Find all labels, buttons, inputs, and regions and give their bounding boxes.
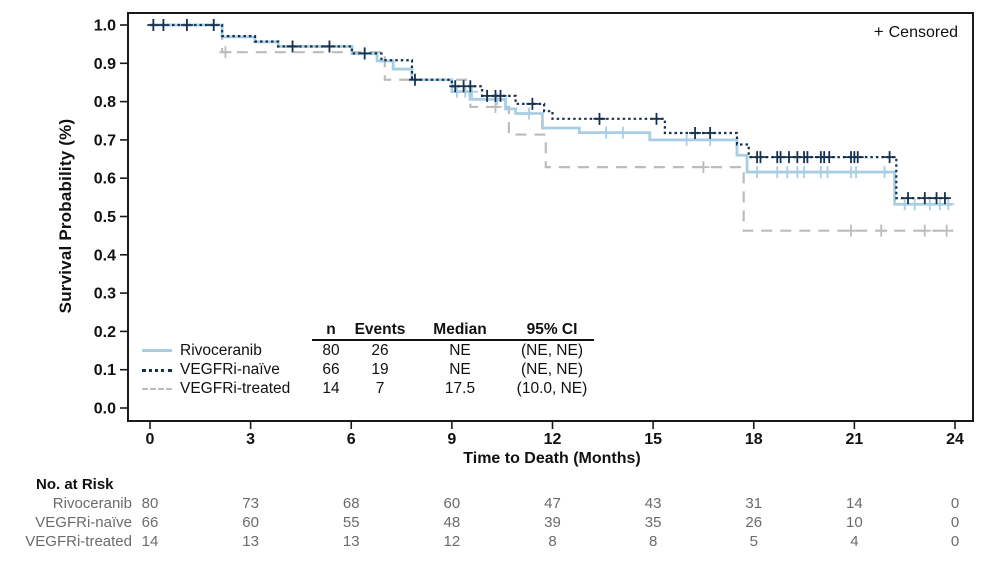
legend-header-events: Events [350,320,410,341]
y-tick-label: 0.4 [93,247,116,265]
risk-count: 66 [141,514,159,531]
legend-events-vegfri-treated: 7 [375,380,385,397]
x-axis-label: Time to Death (Months) [463,450,641,467]
legend-n-vegfri-treated: 14 [322,380,340,397]
x-tick-label: 0 [145,431,155,448]
risk-count: 4 [850,533,859,550]
legend-header-spacer [176,320,312,341]
risk-count: 47 [544,495,561,512]
x-tick-label: 21 [845,431,864,448]
censor-marks-rivoceranib [147,19,954,210]
y-tick-label: 0.9 [93,55,116,73]
x-tick-label: 3 [246,431,256,448]
legend-swatch-vegfri-naive [142,360,176,379]
risk-count: 26 [745,514,763,531]
risk-row-label-rivoceranib: Rivoceranib [52,495,132,512]
y-tick-label: 0.5 [93,209,116,226]
risk-count: 8 [648,533,658,550]
risk-count: 14 [141,533,159,550]
legend-ci-vegfri-treated: (10.0, NE) [516,380,588,397]
risk-count: 14 [846,495,863,512]
legend-ci-rivoceranib: (NE, NE) [521,342,583,359]
risk-count: 5 [749,533,758,550]
risk-row-label-vegfri-treated: VEGFRi-treated [25,533,132,550]
legend-n-rivoceranib: 80 [322,342,340,359]
y-tick-label: 0.6 [93,170,116,188]
dotted-line-swatch [142,369,172,372]
risk-table-title: No. at Risk [36,476,114,493]
risk-count: 0 [950,514,960,531]
risk-count: 55 [342,514,360,531]
x-tick-label: 18 [744,431,763,448]
risk-count: 68 [342,495,360,512]
legend-header-median: Median [410,320,510,341]
risk-row-label-vegfri-naive: VEGFRi-naïve [35,514,132,531]
x-tick-label: 12 [543,431,562,448]
legend-header-ci: 95% CI [510,320,594,341]
legend-median-vegfri-naive: NE [449,361,471,378]
risk-count: 8 [548,533,557,550]
censored-label: Censored [888,24,958,41]
y-axis-label: Survival Probability (%) [56,118,75,314]
x-tick-label: 24 [946,431,964,448]
y-tick-label: 0.0 [93,400,116,418]
legend-median-rivoceranib: NE [449,342,471,359]
legend-n-vegfri-naive: 66 [322,361,340,378]
y-tick-label: 1.0 [93,17,116,35]
legend-label-vegfri-treated: VEGFRi-treated [180,380,291,397]
censored-plus-icon: + [873,22,884,41]
y-tick-label: 0.7 [93,132,116,150]
x-tick-label: 6 [346,431,356,448]
risk-count: 13 [342,533,360,550]
legend-swatch-vegfri-treated [142,379,176,398]
legend-ci-vegfri-naive: (NE, NE) [521,361,583,378]
y-tick-label: 0.8 [93,94,116,112]
risk-count: 31 [745,495,763,512]
y-tick-label: 0.2 [93,323,116,341]
risk-count: 12 [443,533,461,550]
x-tick-label: 9 [447,431,457,448]
risk-count: 60 [242,514,259,531]
censor-marks-vegfri-treated [219,46,952,236]
risk-count: 73 [242,495,259,512]
legend-events-rivoceranib: 26 [371,342,389,359]
x-tick-label: 15 [644,431,663,448]
legend-swatch-rivoceranib [142,341,176,360]
legend-header-spacer [142,320,176,341]
risk-count: 48 [443,514,461,531]
legend-label-vegfri-naive: VEGFRi-naïve [180,361,280,378]
series-line-rivoceranib [150,25,952,204]
risk-count: 60 [443,495,461,512]
risk-count: 13 [242,533,259,550]
dashed-line-swatch [142,388,172,390]
legend-events-vegfri-naive: 19 [371,361,389,378]
risk-count: 0 [950,495,960,512]
risk-count: 0 [950,533,960,550]
risk-count: 35 [644,514,662,531]
solid-line-swatch [142,349,172,352]
censored-legend [874,22,958,42]
y-tick-label: 0.1 [93,362,116,380]
legend-header-n: n [312,320,350,341]
legend-median-vegfri-treated: 17.5 [444,380,476,397]
legend-stats-table [142,320,594,398]
risk-count: 10 [846,514,863,531]
risk-count: 39 [544,514,561,531]
y-tick-label: 0.3 [93,285,116,303]
risk-count: 43 [644,495,662,512]
risk-count: 80 [141,495,159,512]
legend-label-rivoceranib: Rivoceranib [180,342,262,359]
